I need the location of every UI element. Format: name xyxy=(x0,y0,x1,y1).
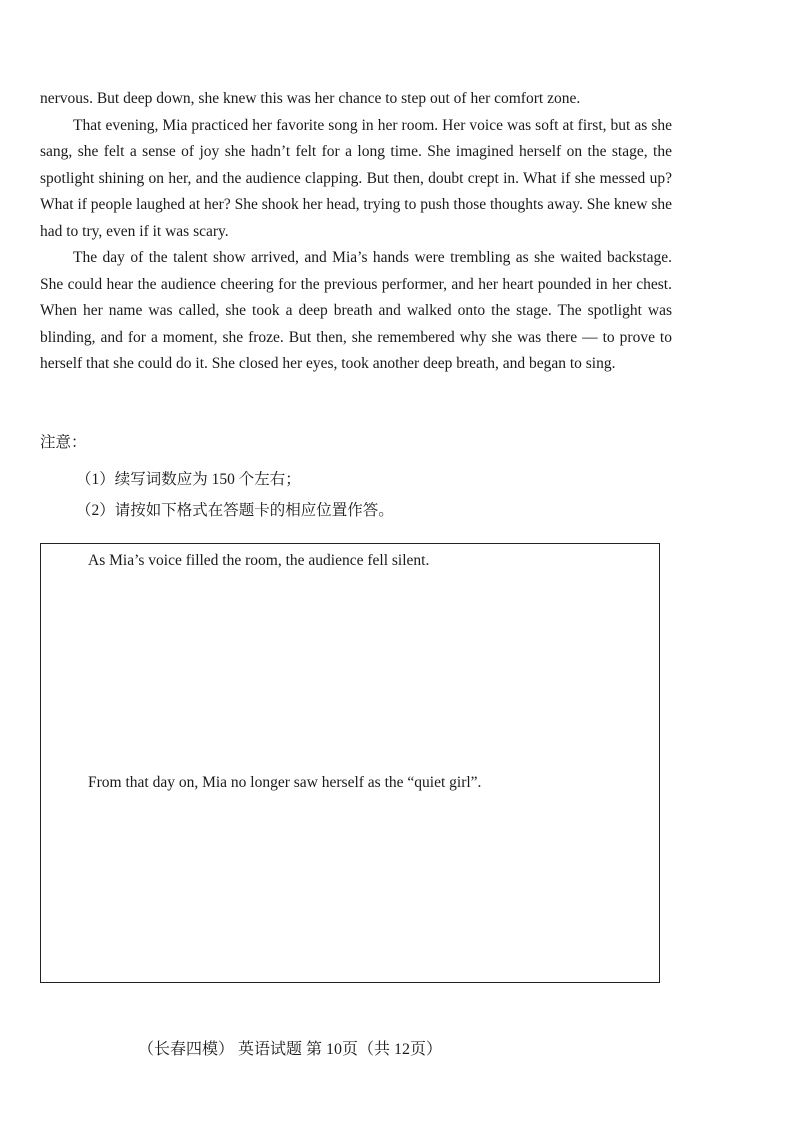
passage-paragraph-2: That evening, Mia practiced her favorite song in her room. Her voice was soft at first, but as she sang, she felt a sense of joy she hadn’t felt for a long time. She imagined herself on the stage, the spotlight shining on her, and the audience clapping. But then, doubt crept in. What if she messed up? What if people laughed at her? She shook her head, trying to push those thoughts away. She knew she had to try, even if it was scary. xyxy=(40,116,672,240)
notes-item-word-count: （1）续写词数应为 150 个左右； xyxy=(76,471,301,488)
notes-section xyxy=(40,430,680,526)
page-footer: （长春四模） 英语试题 第 10页（共 12页） xyxy=(137,1041,442,1058)
notes-title: 注意： xyxy=(40,434,87,451)
passage-paragraph-1: nervous. But deep down, she knew this was her chance to step out of her comfort zone. xyxy=(40,90,581,107)
passage xyxy=(40,86,672,378)
notes-item-format: （2）请按如下格式在答题卡的相应位置作答。 xyxy=(76,502,394,519)
continuation-first-line: As Mia’s voice filled the room, the audience fell silent. xyxy=(88,552,430,569)
passage-paragraph-3: The day of the talent show arrived, and Mia’s hands were trembling as she waited backstage. She could hear the audience cheering for the previous performer, and her heart pounded in her chest. When her name was called, she took a deep breath and walked onto the stage. The spotlight was blinding, and for a moment, she froze. But then, she remembered why she was there — to prove to herself that she could do it. She closed her eyes, took another deep breath, and began to sing. xyxy=(40,249,672,372)
answer-box xyxy=(40,543,660,983)
continuation-second-line: From that day on, Mia no longer saw herself as the “quiet girl”. xyxy=(88,774,482,791)
